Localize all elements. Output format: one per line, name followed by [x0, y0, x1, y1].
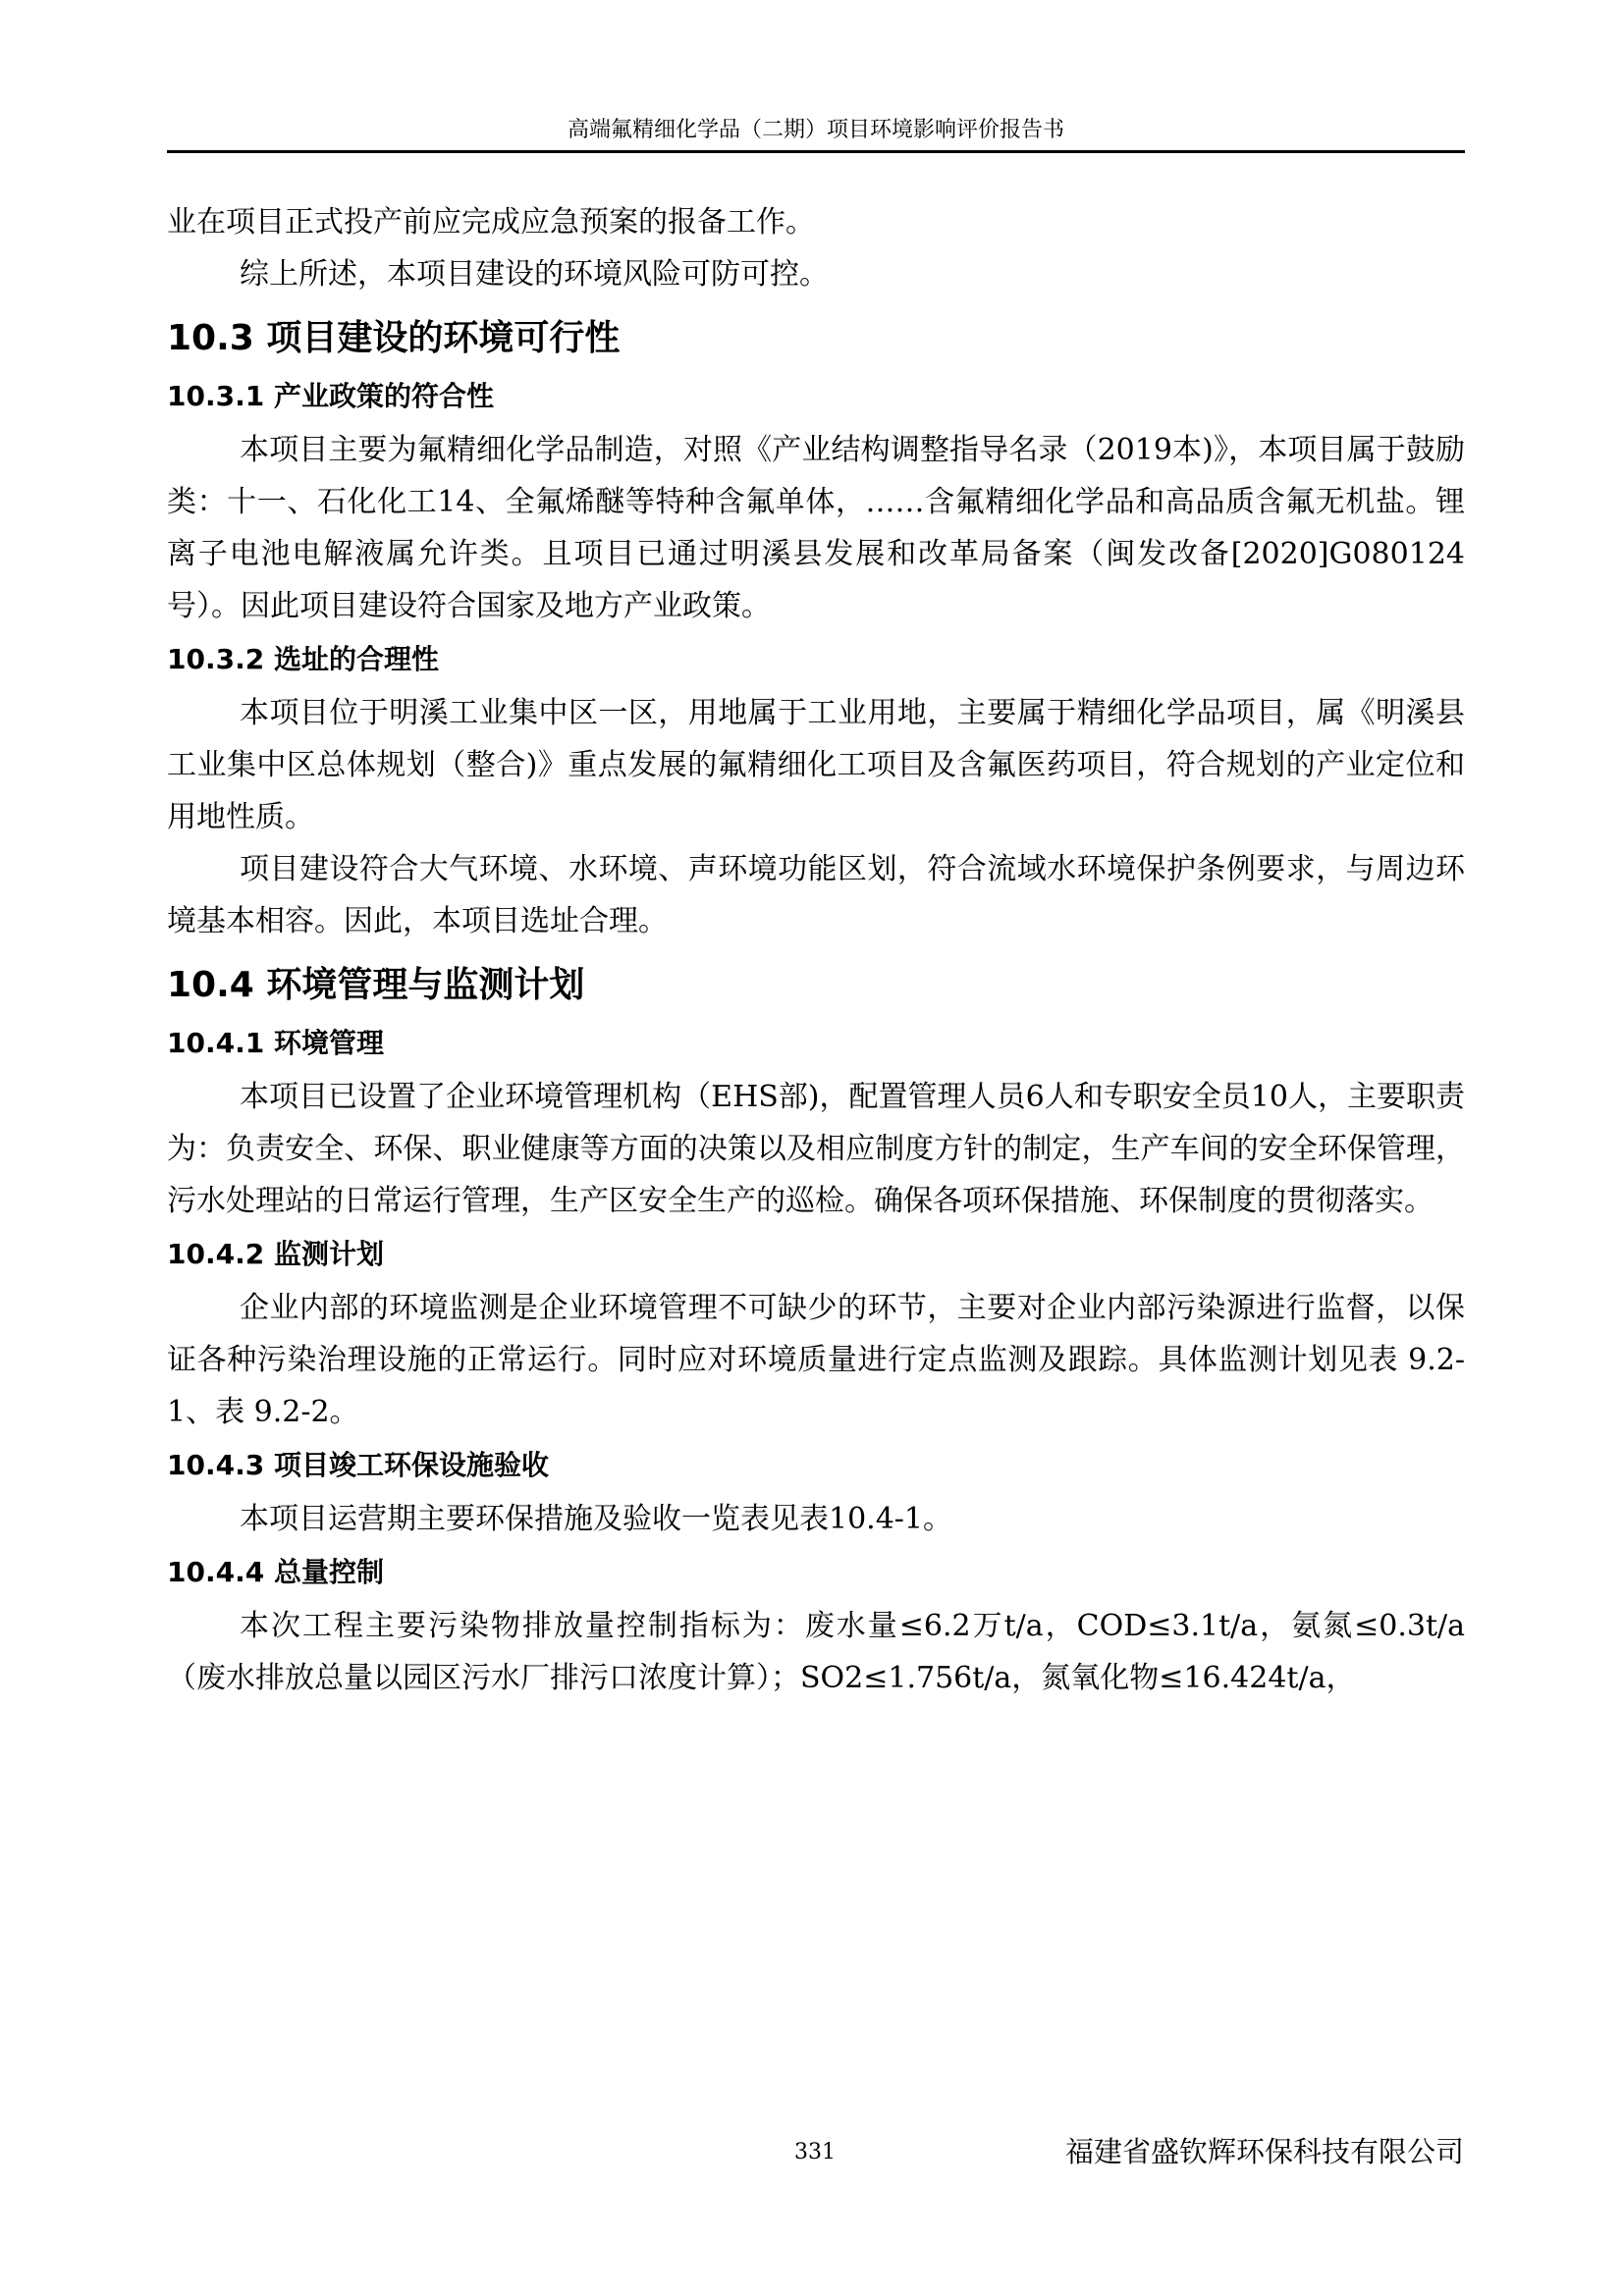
- paragraph: 本项目主要为氟精细化学品制造，对照《产业结构调整指导名录（2019本)》，本项目属于鼓励类：十一、石化化工14、全氟烯醚等特种含氟单体，……含氟精细化学品和高品质含氟无机盐。锂离子电池电解液属允许类。且项目已通过明溪县发展和改革局备案（闽发改备[2020]G080124号）。因此项目建设符合国家及地方产业政策。: [167, 433, 1465, 623]
- subsection-heading: 10.4.2 监测计划: [167, 1238, 384, 1270]
- paragraph: 本项目位于明溪工业集中区一区，用地属于工业用地，主要属于精细化学品项目，属《明溪县工业集中区总体规划（整合)》重点发展的氟精细化工项目及含氟医药项目，符合规划的产业定位和用地性质。: [167, 696, 1465, 834]
- section-heading: 10.3 项目建设的环境可行性: [167, 318, 621, 358]
- subsection-heading: 10.4.1 环境管理: [167, 1027, 384, 1059]
- paragraph: 本项目已设置了企业环境管理机构（EHS部)，配置管理人员6人和专职安全员10人，主要职责为：负责安全、环保、职业健康等方面的决策以及相应制度方针的制定，生产车间的安全环保管理，污水处理站的日常运行管理，生产区安全生产的巡检。确保各项环保措施、环保制度的贯彻落实。: [167, 1080, 1465, 1218]
- paragraph: 综上所述，本项目建设的环境风险可防可控。: [240, 257, 829, 292]
- paragraph: 业在项目正式投产前应完成应急预案的报备工作。: [167, 205, 815, 240]
- section-heading: 10.4 环境管理与监测计划: [167, 965, 585, 1005]
- paragraph: 本次工程主要污染物排放量控制指标为：废水量≤6.2万t/a，COD≤3.1t/a，氨氮≤0.3t/a（废水排放总量以园区污水厂排污口浓度计算）；SO2≤1.756t/a，氮氧化物≤16.424t/a，: [167, 1609, 1465, 1695]
- company-name: 福建省盛钦辉环保科技有限公司: [1064, 2135, 1464, 2168]
- paragraph: 企业内部的环境监测是企业环境管理不可缺少的环节，主要对企业内部污染源进行监督，以保证各种污染治理设施的正常运行。同时应对环境质量进行定点监测及跟踪。具体监测计划见表 9.2-1、表 9.2-2。: [167, 1291, 1465, 1429]
- subsection-heading: 10.3.2 选址的合理性: [167, 643, 439, 675]
- header-rule: [167, 150, 1465, 153]
- subsection-heading: 10.4.4 总量控制: [167, 1556, 384, 1588]
- page-number: 331: [794, 2140, 836, 2164]
- paragraph: 项目建设符合大气环境、水环境、声环境功能区划，符合流域水环境保护条例要求，与周边环境基本相容。因此，本项目选址合理。: [167, 852, 1465, 938]
- subsection-heading: 10.3.1 产业政策的符合性: [167, 380, 494, 412]
- subsection-heading: 10.4.3 项目竣工环保设施验收: [167, 1449, 549, 1481]
- running-header: 高端氟精细化学品（二期）项目环境影响评价报告书: [567, 118, 1064, 142]
- document-body: [167, 196, 1465, 1704]
- paragraph: 本项目运营期主要环保措施及验收一览表见表10.4-1。: [240, 1502, 953, 1536]
